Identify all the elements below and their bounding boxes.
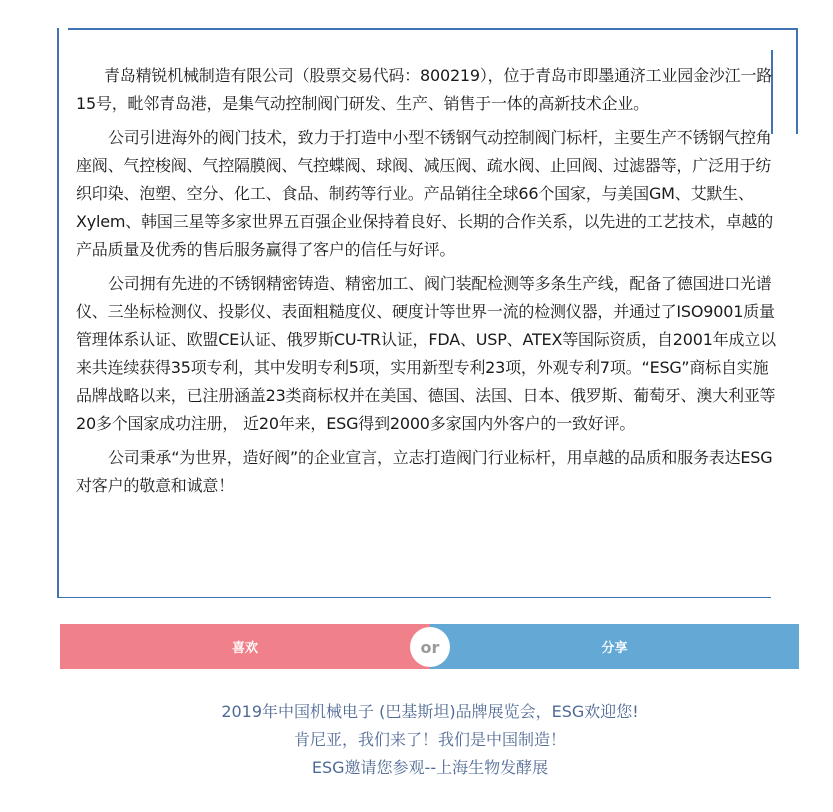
like-button[interactable] xyxy=(60,624,430,669)
like-label: 喜欢 xyxy=(231,641,258,656)
frame-right-border xyxy=(796,28,798,134)
related-link[interactable]: 2019年中国机械电子 (巴基斯坦)品牌展览会，ESG欢迎您! xyxy=(221,702,639,721)
related-link[interactable]: ESG邀请您参观--上海生物发酵展 xyxy=(311,758,549,777)
article-paragraph: 公司拥有先进的不锈钢精密铸造、精密加工、阀门装配检测等多条生产线，配备了德国进口光谱仪、三坐标检测仪、投影仪、表面粗糙度仪、硬度计等世界一流的检测仪器，并通过了ISO9001质量管理体系认证、欧盟CE认证、俄罗斯CU-TR认证，FDA、USP、ATEX等国际资质，自2001年成立以来共连续获得35项专利，其中发明专利5项，实用新型专利23项，外观专利7项。“ESG”商标自实施品牌战略以来，已注册涵盖23类商标权并在美国、德国、法国、日本、俄罗斯、葡萄牙、澳大利亚等20多个国家成功注册， 近20年来，ESG得到2000多家国内外客户的一致好评。 xyxy=(76,274,776,433)
related-link[interactable]: 肯尼亚，我们来了！我们是中国制造！ xyxy=(293,730,566,749)
article-paragraph: 公司引进海外的阀门技术，致力于打造中小型不锈钢气动控制阀门标杆，主要生产不锈钢气控角座阀、气控梭阀、气控隔膜阀、气控蝶阀、球阀、减压阀、疏水阀、止回阀、过滤器等，广泛用于纺织印染、泡塑、空分、化工、食品、制药等行业。产品销往全球66个国家，与美国GM、艾默生、Xylem、韩国三星等多家世界五百强企业保持着良好、长期的合作关系，以先进的工艺技术，卓越的产品质量及优秀的售后服务赢得了客户的信任与好评。 xyxy=(76,128,774,259)
article-paragraph: 青岛精锐机械制造有限公司（股票交易代码：800219），位于青岛市即墨通济工业园金沙江一路15号，毗邻青岛港，是集气动控制阀门研发、生产、销售于一体的高新技术企业。 xyxy=(76,66,773,113)
share-label: 分享 xyxy=(601,641,628,656)
article-paragraph: 公司秉承“为世界，造好阀”的企业宣言，立志打造阀门行业标杆，用卓越的品质和服务表达ESG对客户的敬意和诚意！ xyxy=(76,448,773,495)
share-button[interactable] xyxy=(430,624,799,669)
or-badge xyxy=(410,627,450,667)
or-label: or xyxy=(420,637,440,657)
related-articles xyxy=(0,698,833,782)
like-share-bar xyxy=(60,624,799,669)
article-body xyxy=(76,62,776,506)
frame-top-border xyxy=(68,28,798,30)
